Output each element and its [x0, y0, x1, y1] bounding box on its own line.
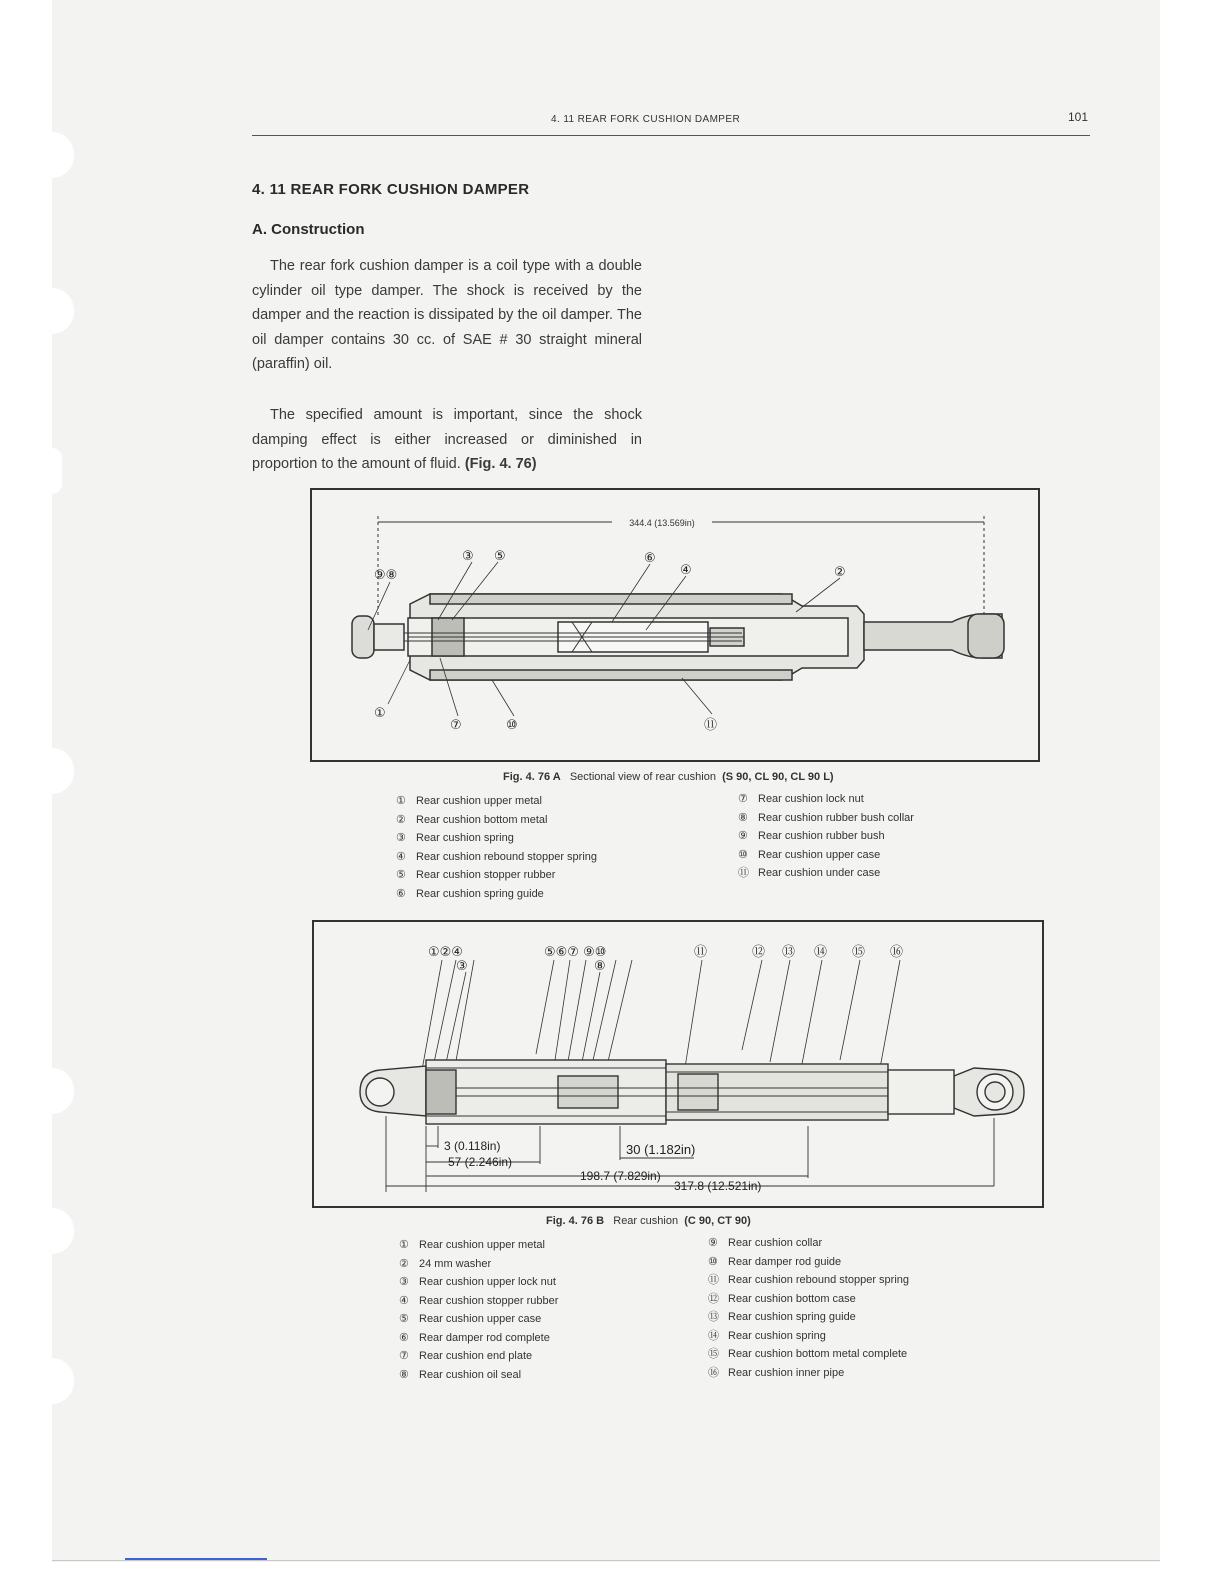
figure-a-drawing	[312, 490, 1038, 760]
callout-1: ①	[374, 706, 386, 721]
figure-b-caption	[546, 1215, 751, 1227]
binder-hole	[52, 1208, 74, 1254]
section-title: 4. 11 REAR FORK CUSHION DAMPER	[252, 181, 530, 198]
legend-number: ③	[396, 832, 406, 844]
legend-item	[396, 811, 597, 830]
running-header: 4. 11 REAR FORK CUSHION DAMPER	[551, 114, 741, 125]
rebound-stopper	[678, 1074, 718, 1110]
body-paragraph-2	[252, 403, 642, 477]
figure-b-caption-label: Fig. 4. 76 B	[546, 1215, 605, 1227]
end-plate	[558, 1076, 618, 1108]
figure-a-legend-left	[396, 792, 597, 903]
legend-text: Rear cushion upper lock nut	[419, 1276, 556, 1288]
legend-number: ②	[399, 1257, 409, 1270]
page-number: 101	[1068, 110, 1089, 124]
callout-16: ⑯	[890, 945, 904, 960]
binder-hole	[52, 288, 74, 334]
stopper-rubber	[426, 1070, 456, 1114]
legend-text: Rear cushion under case	[758, 867, 881, 879]
legend-number: ④	[396, 850, 406, 863]
callout-4: ④	[680, 563, 692, 578]
callout-7: ⑦	[450, 718, 462, 733]
figure-b-caption-text: Rear cushion	[613, 1215, 679, 1227]
lower-eye-hole	[985, 1082, 1005, 1102]
legend-text: Rear cushion upper metal	[416, 795, 542, 807]
dim-3: 3 (0.118in)	[444, 1139, 501, 1153]
callout-13: ⑬	[782, 945, 796, 960]
legend-text: Rear cushion end plate	[419, 1350, 533, 1362]
legend-text: Rear cushion bottom metal complete	[728, 1348, 908, 1360]
binder-hole	[52, 1358, 74, 1404]
legend-text: Rear cushion upper metal	[419, 1239, 545, 1251]
legend-text: Rear cushion spring guide	[728, 1311, 856, 1323]
upper-case	[430, 594, 792, 604]
page-bottom-edge	[52, 1560, 1160, 1561]
legend-number: ⑬	[708, 1311, 719, 1323]
legend-number: ⑩	[708, 1255, 718, 1268]
callout-12: ⑫	[752, 945, 766, 960]
callout-14: ⑭	[814, 945, 828, 960]
legend-text: Rear cushion stopper rubber	[419, 1294, 559, 1307]
legend-item	[399, 1236, 558, 1255]
legend-number: ⑮	[708, 1348, 719, 1360]
legend-text: Rear cushion spring guide	[416, 887, 544, 900]
legend-text: Rear cushion upper case	[758, 848, 881, 861]
legend-item	[396, 885, 597, 904]
figure-a-caption-text: Sectional view of rear cushion	[569, 771, 716, 783]
legend-item	[399, 1273, 558, 1292]
binder-hole	[52, 748, 74, 794]
figure-a-legend-right	[738, 790, 914, 883]
legend-text: Rear cushion collar	[728, 1237, 823, 1249]
legend-number: ⑤	[396, 869, 406, 881]
legend-number: ⑪	[708, 1274, 719, 1286]
legend-number: ⑦	[399, 1350, 409, 1362]
scroll-indicator	[125, 1558, 267, 1560]
legend-item	[399, 1292, 558, 1311]
body-paragraph-1: The rear fork cushion damper is a coil type with a double cylinder oil type damper. The shock is received by the damper and the reaction is dissipated by the oil damper. The oil damper contains 30 cc. of SAE # 30 straight mineral (paraffin) oil.	[252, 258, 642, 373]
callout-3: ③	[456, 959, 468, 974]
figure-a-caption-label: Fig. 4. 76 A	[503, 771, 561, 783]
legend-item	[708, 1308, 909, 1327]
legend-number: ⑧	[399, 1368, 409, 1381]
legend-number: ⑨	[738, 830, 748, 842]
legend-item	[738, 809, 914, 828]
header-rule	[252, 135, 1090, 136]
legend-item	[708, 1253, 909, 1272]
callout-2: ②	[834, 565, 846, 580]
legend-text: Rear cushion inner pipe	[728, 1366, 845, 1379]
figure-a-caption	[503, 771, 834, 783]
upper-mount	[374, 624, 404, 650]
legend-number: ⑭	[708, 1329, 719, 1342]
legend-item	[399, 1310, 558, 1329]
figure-b-caption-models: (C 90, CT 90)	[684, 1215, 751, 1227]
legend-item	[708, 1290, 909, 1309]
legend-number: ⑫	[708, 1292, 719, 1305]
upper-eye-hole	[366, 1078, 394, 1106]
callout-10: ⑩	[506, 718, 518, 733]
lower-eye	[968, 614, 1004, 658]
legend-item	[396, 829, 597, 848]
legend-item	[738, 846, 914, 865]
callout-5: ⑤	[494, 549, 506, 564]
upper-eye	[352, 616, 374, 658]
legend-item	[738, 864, 914, 883]
binder-hole	[52, 1068, 74, 1114]
legend-text: Rear cushion bottom case	[728, 1292, 856, 1305]
callout-15: ⑮	[852, 945, 866, 960]
legend-text: Rear damper rod guide	[728, 1255, 842, 1268]
figure-reference: (Fig. 4. 76)	[464, 456, 537, 473]
legend-text: Rear damper rod complete	[419, 1331, 550, 1344]
legend-text: Rear cushion rubber bush	[758, 830, 885, 842]
figure-b-legend-left	[399, 1236, 558, 1384]
dim-317: 317.8 (12.521in)	[674, 1179, 762, 1193]
legend-text: Rear cushion rebound stopper spring	[728, 1274, 910, 1286]
legend-text: Rear cushion rebound stopper spring	[416, 850, 598, 863]
inner-pipe	[888, 1070, 954, 1114]
callout-1-2-4: ①②④	[428, 945, 463, 960]
legend-item	[399, 1329, 558, 1348]
callout-8: ⑧	[594, 959, 606, 974]
legend-item	[708, 1271, 909, 1290]
legend-text: Rear cushion upper case	[419, 1313, 542, 1325]
figure-a-caption-models: (S 90, CL 90, CL 90 L)	[722, 771, 834, 783]
legend-number: ④	[399, 1294, 409, 1307]
callout-11: ⑪	[704, 718, 718, 733]
dim-57: 57 (2.246in)	[448, 1155, 513, 1169]
legend-number: ⑨	[708, 1237, 718, 1249]
section-subtitle: A. Construction	[252, 221, 365, 238]
legend-item	[396, 848, 597, 867]
callout-3: ③	[462, 549, 474, 564]
dim-30: 30 (1.182in)	[626, 1142, 696, 1157]
legend-item	[399, 1366, 558, 1385]
legend-number: ③	[399, 1276, 409, 1288]
figure-b-legend-right	[708, 1234, 909, 1382]
legend-number: ⑧	[738, 811, 748, 824]
legend-number: ⑥	[396, 887, 406, 900]
legend-text: Rear cushion spring	[416, 832, 514, 844]
legend-number: ⑥	[399, 1331, 409, 1344]
dim-198: 198.7 (7.829in)	[580, 1169, 661, 1183]
legend-item	[708, 1234, 909, 1253]
legend-number: ①	[399, 1239, 409, 1251]
callout-11: ⑪	[694, 945, 708, 960]
callout-6: ⑥	[644, 551, 656, 566]
legend-text: Rear cushion stopper rubber	[416, 869, 556, 881]
callout-9-8: ⑨⑧	[374, 568, 398, 583]
legend-number: ②	[396, 813, 406, 826]
legend-item	[738, 827, 914, 846]
legend-number: ⑪	[738, 867, 749, 879]
legend-item	[396, 866, 597, 885]
paragraph-2-text: The specified amount is important, since the shock damping effect is either increased or diminished in proportion to the amount of fluid.	[252, 407, 642, 473]
legend-item	[708, 1327, 909, 1346]
legend-number: ⑯	[708, 1366, 719, 1379]
legend-number: ⑩	[738, 848, 748, 861]
legend-number: ⑦	[738, 793, 748, 805]
under-case	[430, 670, 792, 680]
legend-item	[708, 1364, 909, 1383]
legend-text: Rear cushion lock nut	[758, 793, 864, 805]
legend-text: Rear cushion rubber bush collar	[758, 811, 914, 824]
legend-item	[708, 1345, 909, 1364]
figure-a-diagram	[310, 488, 1040, 762]
legend-item	[738, 790, 914, 809]
binder-hole	[52, 448, 62, 494]
upper-case	[426, 1060, 666, 1124]
callout-5-6-7-9-10: ⑤⑥⑦ ⑨⑩	[544, 945, 607, 960]
legend-text: Rear cushion bottom metal	[416, 813, 548, 826]
legend-item	[399, 1255, 558, 1274]
binder-hole	[52, 132, 74, 178]
legend-item	[396, 792, 597, 811]
legend-item	[399, 1347, 558, 1366]
figure-a-dimension: 344.4 (13.569in)	[629, 518, 695, 528]
legend-text: Rear cushion oil seal	[419, 1368, 522, 1381]
legend-text: 24 mm washer	[419, 1257, 492, 1270]
legend-number: ⑤	[399, 1313, 409, 1325]
figure-b-drawing	[314, 922, 1042, 1206]
legend-text: Rear cushion spring	[728, 1329, 826, 1342]
figure-b-diagram	[312, 920, 1044, 1208]
legend-number: ①	[396, 795, 406, 807]
